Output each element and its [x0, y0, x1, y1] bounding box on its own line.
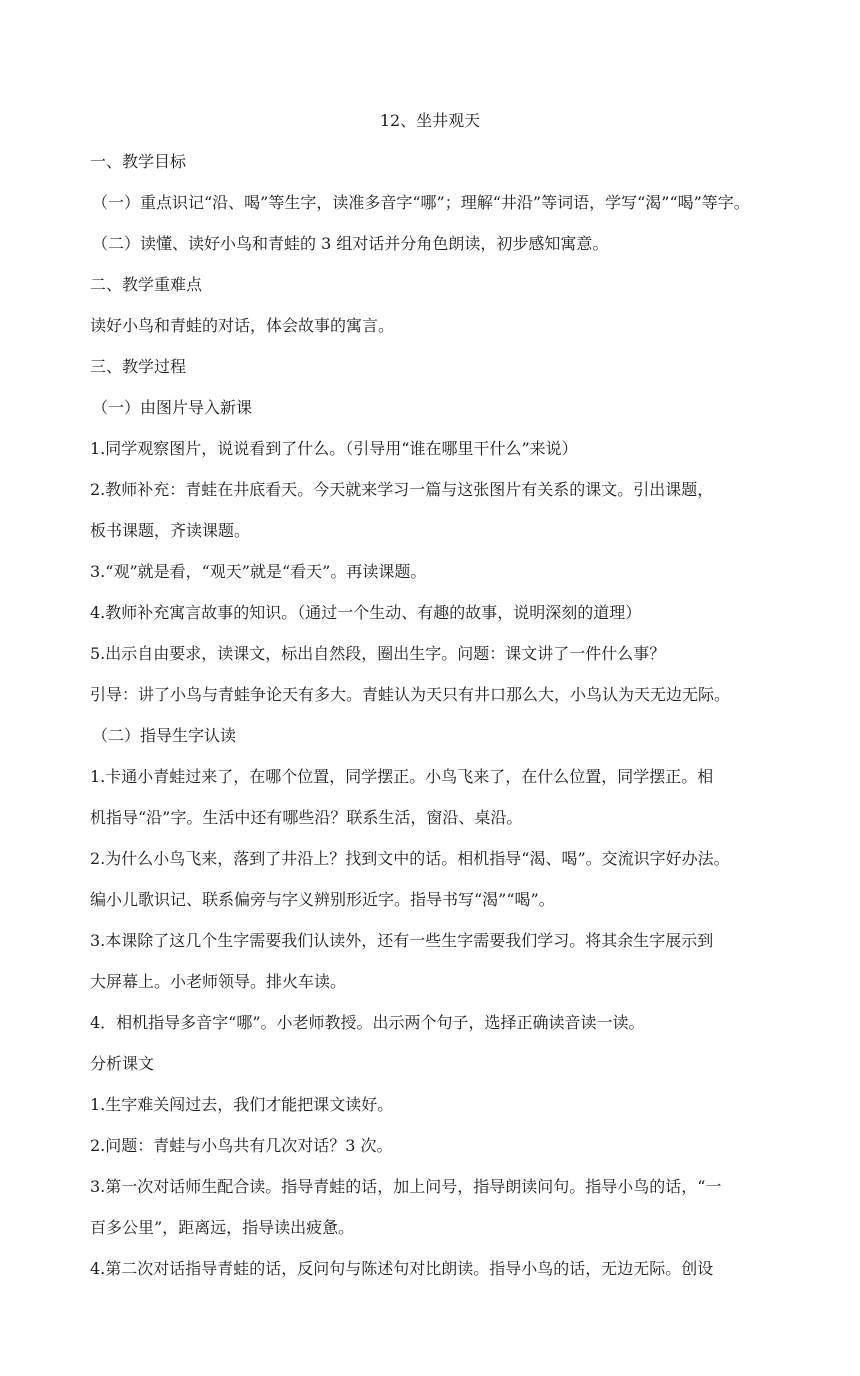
- section-heading-objectives: 一、教学目标: [90, 152, 187, 171]
- paragraph: 4.教师补充寓言故事的知识。（通过一个生动、有趣的故事，说明深刻的道理）: [90, 603, 642, 622]
- paragraph: 板书课题，齐读课题。: [90, 521, 251, 540]
- objective-item-1: （一）重点识记“沿、喝”等生字，读准多音字“哪”；理解“井沿”等词语，学写“渴”“喝”等字。: [92, 193, 750, 212]
- paragraph: 引导：讲了小鸟与青蛙争论天有多大。青蛙认为天只有井口那么大，小鸟认为天无边无际。: [90, 685, 731, 704]
- paragraph: 1.同学观察图片，说说看到了什么。（引导用“谁在哪里干什么”来说）: [90, 439, 578, 458]
- paragraph: 2.为什么小鸟飞来，落到了井沿上？找到文中的话。相机指导“渴、喝”。交流识字好办法。: [90, 849, 730, 868]
- paragraph: 3.“观”就是看，“观天”就是“看天”。再读课题。: [90, 562, 427, 581]
- paragraph: 3.本课除了这几个生字需要我们认读外，还有一些生字需要我们学习。将其余生字展示到: [90, 931, 714, 950]
- paragraph: 百多公里”，距离远，指导读出疲惫。: [90, 1218, 355, 1237]
- subsection-heading: （二）指导生字认读: [92, 726, 237, 745]
- paragraph: 1.卡通小青蛙过来了，在哪个位置，同学摆正。小鸟飞来了，在什么位置，同学摆正。相: [90, 767, 714, 786]
- paragraph: 2.教师补充：青蛙在井底看天。今天就来学习一篇与这张图片有关系的课文。引出课题，: [90, 480, 714, 499]
- paragraph: 2.问题：青蛙与小鸟共有几次对话？3 次。: [90, 1136, 393, 1155]
- objective-item-2: （二）读懂、读好小鸟和青蛙的 3 组对话并分角色朗读，初步感知寓意。: [92, 234, 609, 253]
- paragraph: 1.生字难关闯过去，我们才能把课文读好。: [90, 1095, 394, 1114]
- paragraph: 4．相机指导多音字“哪”。小老师教授。出示两个句子，选择正确读音读一读。: [90, 1013, 645, 1032]
- paragraph: 4.第二次对话指导青蛙的话，反问句与陈述句对比朗读。指导小鸟的话，无边无际。创设: [90, 1259, 714, 1278]
- document-title: 12、坐井观天: [379, 111, 481, 130]
- section-heading-analysis: 分析课文: [90, 1054, 155, 1073]
- paragraph: 读好小鸟和青蛙的对话，体会故事的寓言。: [90, 316, 395, 335]
- paragraph: 编小儿歌识记、联系偏旁与字义辨别形近字。指导书写“渴”“喝”。: [90, 890, 555, 909]
- paragraph: 大屏幕上。小老师领导。排火车读。: [90, 972, 347, 991]
- section-heading-process: 三、教学过程: [90, 357, 187, 376]
- paragraph: 5.出示自由要求，读课文，标出自然段，圈出生字。问题：课文讲了一件什么事？: [90, 644, 666, 663]
- section-heading-key-points: 二、教学重难点: [90, 275, 203, 294]
- paragraph: 3.第一次对话师生配合读。指导青蛙的话，加上问号，指导朗读问句。指导小鸟的话，“一: [90, 1177, 722, 1196]
- subsection-heading: （一）由图片导入新课: [92, 398, 253, 417]
- paragraph: 机指导“沿”字。生活中还有哪些沿？联系生活，窗沿、桌沿。: [90, 808, 523, 827]
